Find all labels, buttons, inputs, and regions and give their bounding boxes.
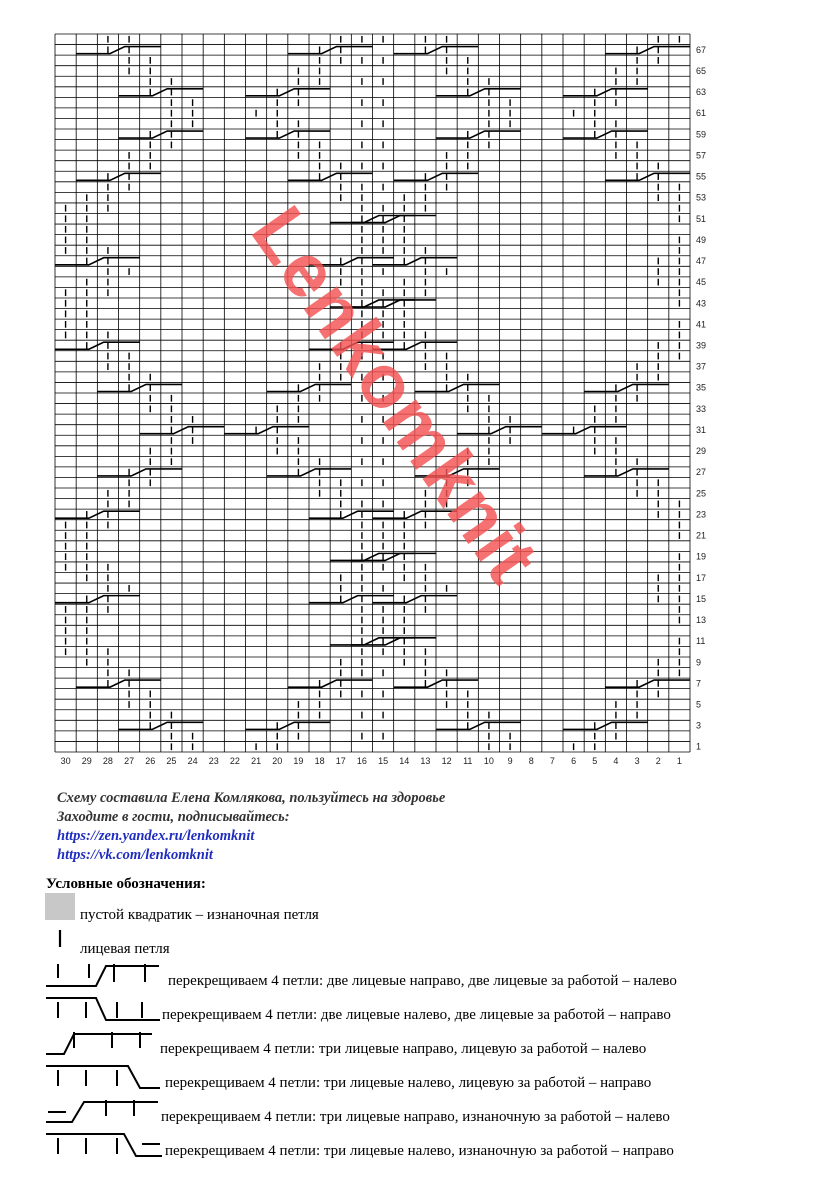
legend-text-cable-6: перекрещиваем 4 петли: три лицевые налево, изнаночную за работой – направо	[165, 1143, 674, 1159]
cable-3-1-purl-left-symbol	[44, 1130, 164, 1164]
column-label: 10	[483, 756, 494, 766]
row-label: 3	[696, 720, 702, 731]
row-label: 5	[696, 699, 702, 710]
column-label: 22	[229, 756, 240, 766]
legend-title: Условные обозначения:	[46, 876, 206, 892]
row-label: 15	[696, 593, 707, 604]
legend-text-cable-3: перекрещиваем 4 петли: три лицевые направо, лицевую за работой – налево	[160, 1041, 647, 1057]
watermark-text: Lenkomknit	[235, 191, 555, 599]
row-label: 43	[696, 298, 707, 309]
column-label: 13	[420, 756, 431, 766]
row-label: 41	[696, 319, 707, 330]
column-label: 21	[251, 756, 262, 766]
legend-text-cable-2: перекрещиваем 4 петли: две лицевые налево, две лицевые за работой – направо	[162, 1007, 671, 1023]
cable-2-2-left-symbol	[44, 994, 164, 1028]
column-label: 7	[549, 756, 555, 766]
row-label: 1	[696, 741, 702, 752]
column-label: 19	[293, 756, 304, 766]
column-label: 27	[124, 756, 135, 766]
row-label: 49	[696, 234, 707, 245]
column-label: 5	[592, 756, 598, 766]
row-label: 39	[696, 340, 707, 351]
column-label: 3	[634, 756, 640, 766]
legend-text-purl: пустой квадратик – изнаночная петля	[80, 907, 319, 923]
row-label: 25	[696, 488, 707, 499]
column-label: 15	[378, 756, 389, 766]
row-label: 27	[696, 467, 707, 478]
row-label: 23	[696, 509, 707, 520]
column-label: 12	[441, 756, 452, 766]
column-label: 18	[314, 756, 325, 766]
row-label: 53	[696, 192, 707, 203]
cable-2-2-right-symbol	[44, 960, 164, 994]
cable-3-1-left-symbol	[44, 1062, 162, 1096]
column-label: 1	[676, 756, 682, 766]
row-label: 65	[696, 65, 707, 76]
row-label: 57	[696, 150, 707, 161]
column-label: 24	[187, 756, 198, 766]
row-label: 45	[696, 277, 707, 288]
column-label: 4	[613, 756, 619, 766]
cable-3-1-purl-right-symbol	[44, 1096, 162, 1130]
legend-text-cable-4: перекрещиваем 4 петли: три лицевые налево, лицевую за работой – направо	[165, 1075, 652, 1091]
credit-author: Схему составила Елена Комлякова, пользуйтесь на здоровье	[57, 790, 446, 806]
zen-link[interactable]: https://zen.yandex.ru/lenkomknit	[57, 828, 255, 844]
row-label: 35	[696, 382, 707, 393]
column-label: 28	[102, 756, 113, 766]
row-label: 29	[696, 446, 707, 457]
row-label: 17	[696, 572, 707, 583]
row-label: 7	[696, 678, 702, 689]
row-label: 63	[696, 87, 707, 98]
column-label: 26	[145, 756, 156, 766]
row-label: 59	[696, 129, 707, 140]
column-label: 23	[208, 756, 219, 766]
column-label: 6	[571, 756, 577, 766]
row-label: 13	[696, 615, 707, 626]
column-label: 17	[335, 756, 346, 766]
row-label: 21	[696, 530, 707, 541]
row-label: 55	[696, 171, 707, 182]
column-label: 20	[272, 756, 283, 766]
column-label: 8	[528, 756, 534, 766]
row-label: 61	[696, 108, 707, 119]
column-label: 30	[60, 756, 71, 766]
column-label: 9	[507, 756, 513, 766]
legend-text-cable-1: перекрещиваем 4 петли: две лицевые направо, две лицевые за работой – налево	[168, 973, 677, 989]
row-label: 51	[696, 213, 707, 224]
row-label: 47	[696, 256, 707, 267]
cable-3-1-right-symbol	[44, 1028, 156, 1062]
row-label: 19	[696, 551, 707, 562]
row-label: 33	[696, 403, 707, 414]
purl-stitch-swatch	[45, 893, 75, 920]
row-label: 67	[696, 44, 707, 55]
vk-link[interactable]: https://vk.com/lenkomknit	[57, 847, 213, 863]
row-label: 37	[696, 361, 707, 372]
row-label: 11	[696, 636, 706, 647]
row-label: 9	[696, 657, 702, 668]
column-label: 25	[166, 756, 177, 766]
column-label: 2	[655, 756, 661, 766]
column-label: 16	[356, 756, 367, 766]
knit-stitch-symbol	[45, 927, 85, 959]
credit-invite: Заходите в гости, подписывайтесь:	[57, 809, 290, 825]
column-label: 14	[399, 756, 410, 766]
legend-text-cable-5: перекрещиваем 4 петли: три лицевые направо, изнаночную за работой – налево	[161, 1109, 670, 1125]
column-label: 11	[463, 756, 473, 766]
column-label: 29	[81, 756, 92, 766]
legend-text-knit: лицевая петля	[80, 941, 170, 957]
row-label: 31	[696, 424, 707, 435]
